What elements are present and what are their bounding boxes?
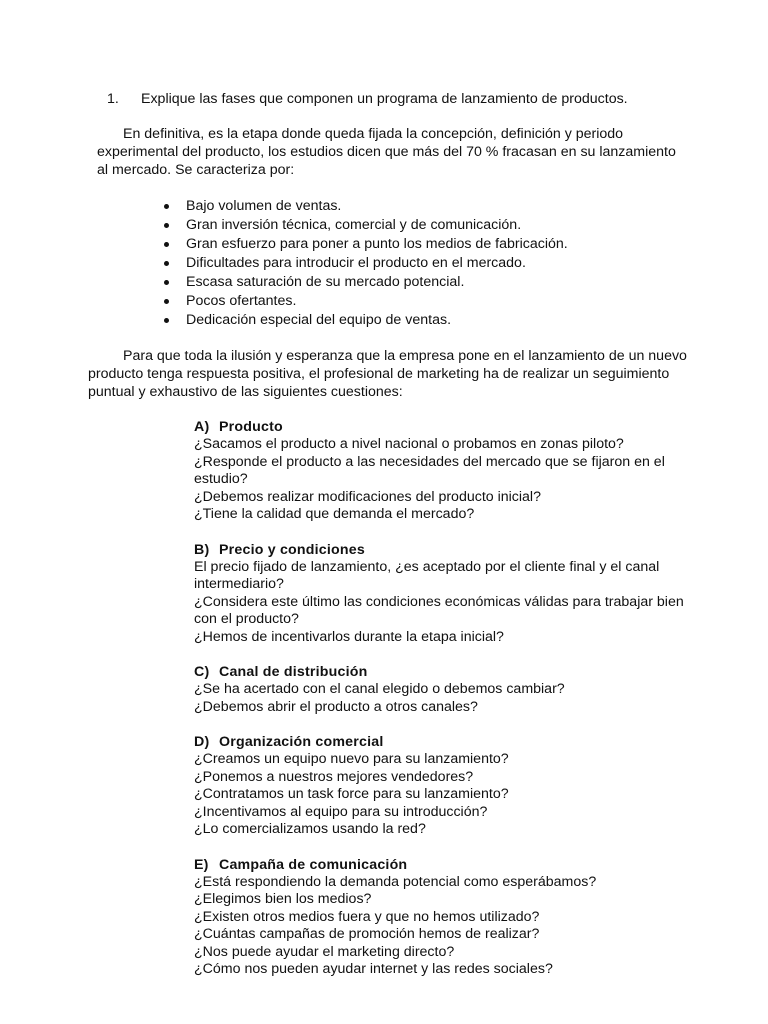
question-text: Explique las fases que componen un programa de lanzamiento de productos.	[141, 91, 628, 107]
section-line: ¿Lo comercializamos usando la red?	[194, 821, 426, 837]
followup-paragraph: Para que toda la ilusión y esperanza que la empresa pone en el lanzamiento de un nuevo producto tenga respuesta positiva, el profesional de marketing ha de realizar un seguimiento puntual y exhaustivo de las siguientes cuestiones:	[88, 348, 687, 400]
section-title: Campaña de comunicación	[219, 856, 408, 873]
section-line: ¿Ponemos a nuestros mejores vendedores?	[194, 768, 474, 785]
section-line: ¿Existen otros medios fuera y que no hemos utilizado?	[194, 908, 540, 925]
section-line: ¿Sacamos el producto a nivel nacional o probamos en zonas piloto?	[194, 436, 624, 452]
section-line: ¿Debemos abrir el producto a otros canales?	[194, 698, 478, 715]
section-line: ¿Incentivamos al equipo para su introducción?	[194, 803, 488, 820]
section-line: ¿Nos puede ayudar el marketing directo?	[194, 943, 455, 960]
list-item: Gran esfuerzo para poner a punto los medios de fabricación.	[162, 235, 568, 254]
section-line: ¿Está respondiendo la demanda potencial como esperábamos?	[194, 873, 597, 890]
section-line: El precio fijado de lanzamiento, ¿es aceptado por el cliente final y el canal intermediario?	[194, 558, 660, 592]
list-item: Dedicación especial del equipo de ventas.	[162, 311, 568, 330]
question-heading	[107, 90, 628, 108]
section-line: ¿Contratamos un task force para su lanzamiento?	[194, 786, 509, 802]
section-title: Organización comercial	[219, 734, 384, 750]
section-heading	[194, 418, 694, 436]
section-line: ¿Responde el producto a las necesidades del mercado que se fijaron en el estudio?	[194, 453, 665, 487]
section-line: ¿Cuántas campañas de promoción hemos de realizar?	[194, 926, 540, 942]
section-title: Producto	[219, 419, 283, 435]
section-heading	[194, 541, 694, 559]
section-letter: A)	[194, 419, 210, 435]
characteristics-list	[162, 197, 568, 330]
section-title: Precio y condiciones	[219, 541, 365, 558]
list-item: Escasa saturación de su mercado potencial.	[162, 273, 568, 292]
list-item: Gran inversión técnica, comercial y de comunicación.	[162, 216, 568, 235]
section-heading	[194, 856, 694, 874]
intro-paragraph: En definitiva, es la etapa donde queda fijada la concepción, definición y periodo experimental del producto, los estudios dicen que más del 70 % fracasan en su lanzamiento al mercado. Se caracteriza por:	[97, 126, 676, 178]
section-line: ¿Debemos realizar modificaciones del producto inicial?	[194, 488, 541, 505]
list-item: Pocos ofertantes.	[162, 292, 568, 311]
section-precio	[194, 541, 694, 647]
section-campana	[194, 856, 694, 979]
section-canal	[194, 663, 694, 716]
section-organizacion	[194, 733, 694, 839]
section-line: ¿Considera este último las condiciones económicas válidas para trabajar bien con el producto?	[194, 593, 684, 627]
section-line: ¿Creamos un equipo nuevo para su lanzamiento?	[194, 751, 509, 767]
list-item: Bajo volumen de ventas.	[162, 197, 568, 216]
section-letter: E)	[194, 856, 209, 873]
section-line: ¿Cómo nos pueden ayudar internet y las redes sociales?	[194, 961, 553, 977]
section-heading	[194, 663, 694, 681]
section-letter: B)	[194, 541, 210, 558]
section-letter: D)	[194, 734, 210, 750]
section-heading	[194, 733, 694, 751]
question-number: 1.	[107, 91, 119, 107]
section-line: ¿Se ha acertado con el canal elegido o debemos cambiar?	[194, 681, 565, 697]
section-title: Canal de distribución	[219, 664, 368, 680]
section-producto	[194, 418, 694, 524]
section-line: ¿Hemos de incentivarlos durante la etapa inicial?	[194, 628, 504, 645]
section-line: ¿Elegimos bien los medios?	[194, 891, 372, 907]
list-item: Dificultades para introducir el producto en el mercado.	[162, 254, 568, 273]
questions-sections	[194, 418, 694, 996]
section-line: ¿Tiene la calidad que demanda el mercado?	[194, 506, 475, 522]
section-letter: C)	[194, 664, 210, 680]
